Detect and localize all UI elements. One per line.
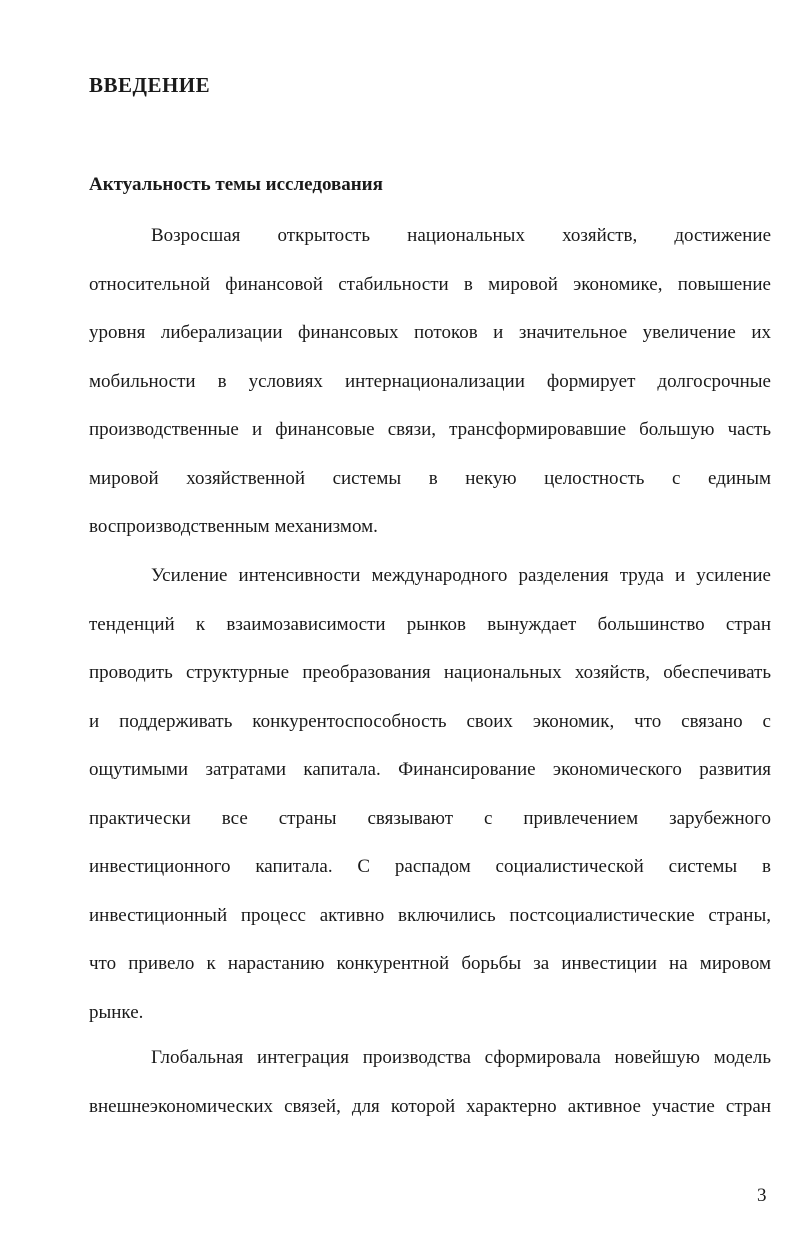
text-line: проводить структурные преобразования национальных хозяйств, обеспечивать [89, 662, 771, 683]
text-line: инвестиционного капитала. С распадом социалистической системы в [89, 856, 771, 877]
text-line: мобильности в условиях интернационализации формирует долгосрочные [89, 370, 771, 392]
page-number: 3 [757, 1185, 767, 1206]
text-line: производственные и финансовые связи, трансформировавшие большую часть [89, 419, 771, 440]
text-line: относительной финансовой стабильности в мировой экономике, повышение [89, 273, 771, 295]
text-line: мировой хозяйственной системы в некую целостность с единым [89, 467, 771, 489]
text-line: внешнеэкономических связей, для которой характерно активное участие стран [89, 1095, 771, 1117]
subsection-heading: Актуальность темы исследования [89, 174, 383, 195]
text-line: и поддерживать конкурентоспособность своих экономик, что связано с [89, 710, 771, 732]
section-heading: ВВЕДЕНИЕ [89, 73, 211, 97]
text-line: Возросшая открытость национальных хозяйств, достижение [151, 225, 771, 246]
paragraph-2 [89, 564, 771, 1049]
paragraph-3 [89, 1046, 771, 1143]
text-line: рынке. [89, 1001, 144, 1023]
text-line: ощутимыми затратами капитала. Финансирование экономического развития [89, 759, 771, 780]
paragraph-1 [89, 224, 771, 564]
text-line: инвестиционный процесс активно включились постсоциалистические страны, [89, 904, 771, 926]
text-line: тенденций к взаимозависимости рынков вынуждает большинство стран [89, 613, 771, 635]
text-line: воспроизводственным механизмом. [89, 516, 378, 537]
text-line: практически все страны связывают с привлечением зарубежного [89, 807, 771, 829]
text-line: уровня либерализации финансовых потоков и значительное увеличение их [89, 322, 771, 343]
text-line: что привело к нарастанию конкурентной борьбы за инвестиции на мировом [89, 953, 771, 974]
text-line: Глобальная интеграция производства сформировала новейшую модель [151, 1047, 771, 1068]
text-line: Усиление интенсивности международного разделения труда и усиление [151, 565, 771, 586]
